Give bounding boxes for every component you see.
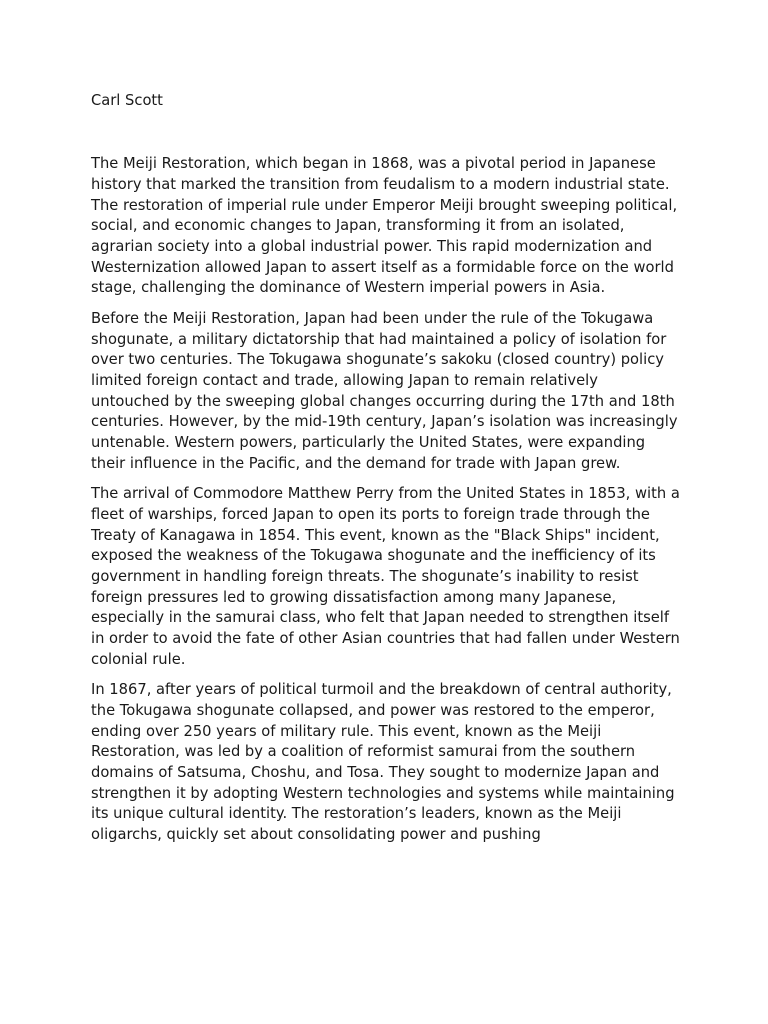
- paragraph-4: In 1867, after years of political turmoil and the breakdown of central authority, the Tokugawa shogunate collapsed, and power was restored to the emperor, ending over 250 years of military rule. This event, known as the Meiji Restoration, was led by a coalition of reformist samurai from the southern domains of Satsuma, Choshu, and Tosa. They sought to modernize Japan and strengthen it by adopting Western technologies and systems while maintaining its unique cultural identity. The restoration’s leaders, known as the Meiji oligarchs, quickly set about consolidating power and pushing: [91, 681, 675, 844]
- author-name: Carl Scott: [91, 92, 163, 109]
- document-content: [91, 91, 681, 855]
- essay-body: [91, 154, 681, 846]
- paragraph-1: The Meiji Restoration, which began in 1868, was a pivotal period in Japanese history that marked the transition from feudalism to a modern industrial state. The restoration of imperial rule under Emperor Meiji brought sweeping political, social, and economic changes to Japan, transforming it from an isolated, agrarian society into a global industrial power. This rapid modernization and Westernization allowed Japan to assert itself as a formidable force on the world stage, challenging the dominance of Western imperial powers in Asia.: [91, 155, 678, 297]
- paragraph-2: Before the Meiji Restoration, Japan had been under the rule of the Tokugawa shogunate, a military dictatorship that had maintained a policy of isolation for over two centuries. The Tokugawa shogunate’s sakoku (closed country) policy limited foreign contact and trade, allowing Japan to remain relatively untouched by the sweeping global changes occurring during the 17th and 18th centuries. However, by the mid-19th century, Japan’s isolation was increasingly untenable. Western powers, particularly the United States, were expanding their influence in the Pacific, and the demand for trade with Japan grew.: [91, 309, 678, 472]
- paragraph-3: The arrival of Commodore Matthew Perry from the United States in 1853, with a fleet of warships, forced Japan to open its ports to foreign trade through the Treaty of Kanagawa in 1854. This event, known as the "Black Ships" incident, exposed the weakness of the Tokugawa shogunate and the inefficiency of its government in handling foreign threats. The shogunate’s inability to resist foreign pressures led to growing dissatisfaction among many Japanese, especially in the samurai class, who felt that Japan needed to strengthen itself in order to avoid the fate of other Asian countries that had fallen under Western colonial rule.: [91, 485, 680, 668]
